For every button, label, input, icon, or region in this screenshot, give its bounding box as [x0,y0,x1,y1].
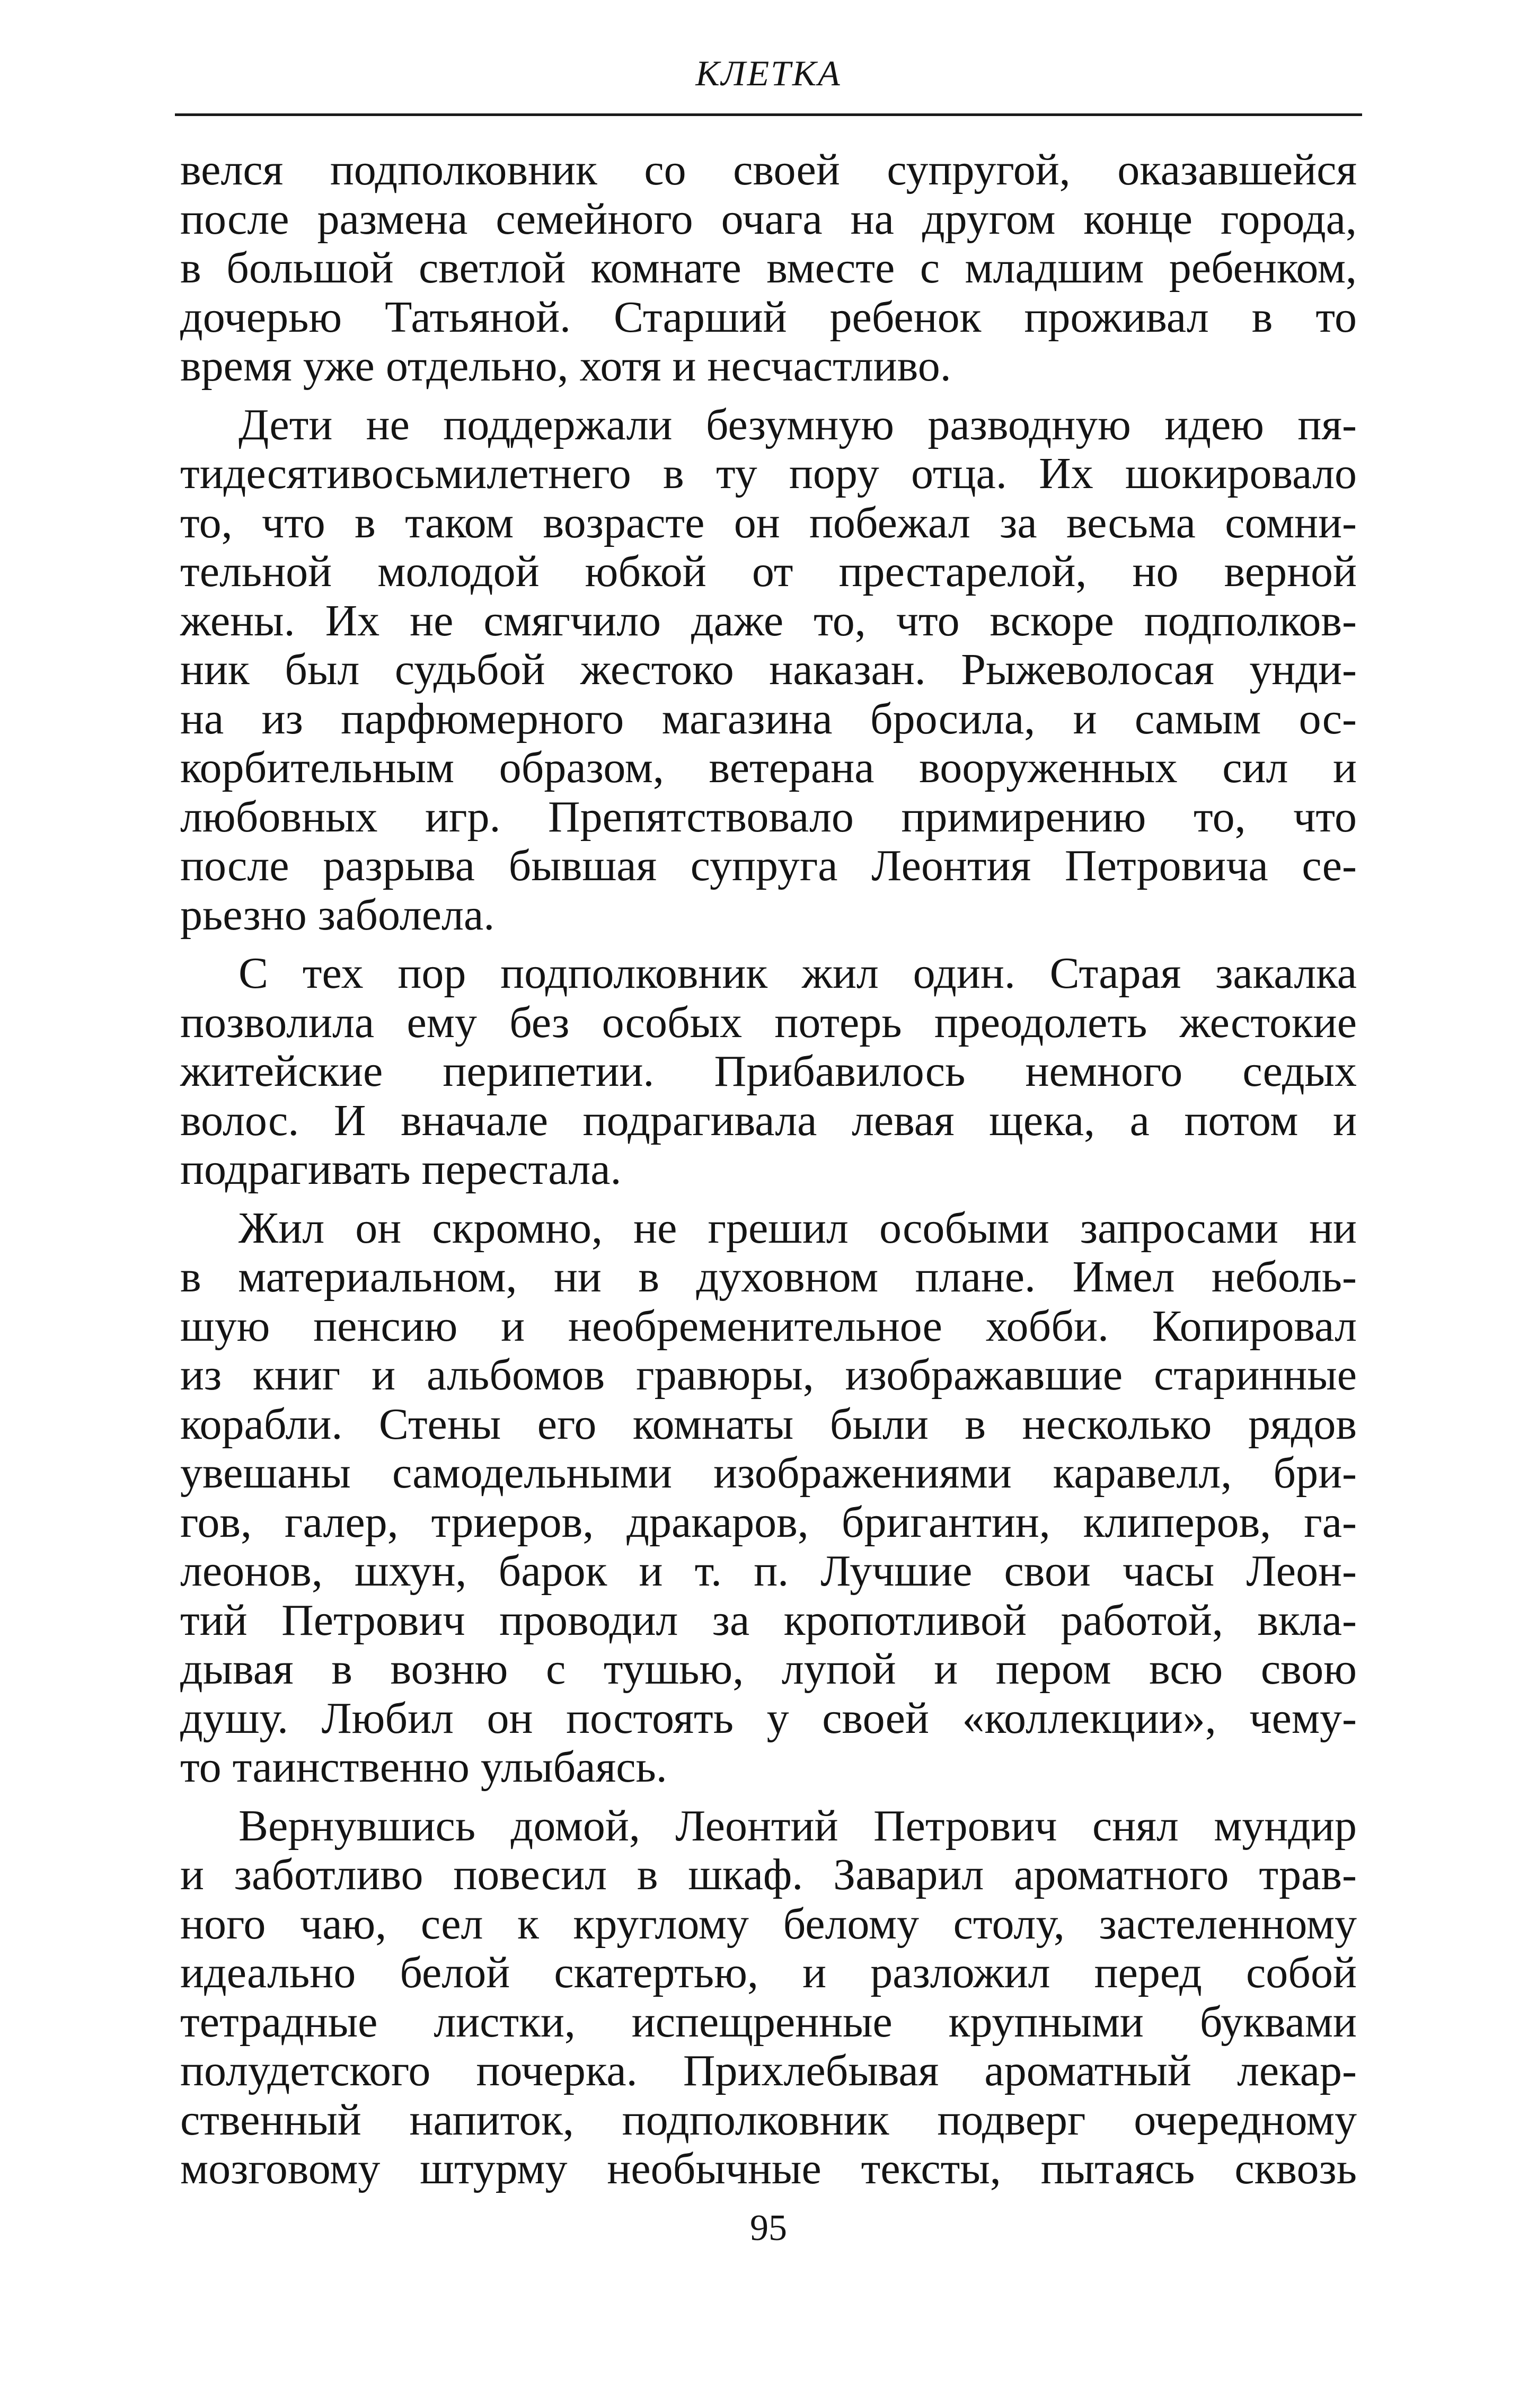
text-line: ного чаю, сел к круглому белому столу, застеленному [180,1899,1357,1949]
paragraph-2 [180,401,1357,940]
text-line: гов, галер, триеров, дракаров, бригантин, клиперов, га- [180,1497,1357,1547]
text-line: леонов, шхун, барок и т. п. Лучшие свои часы Леон- [180,1546,1357,1596]
text-line: С тех пор подполковник жил один. Старая закалка [238,949,1357,998]
running-title: КЛЕТКА [695,53,842,93]
text-line: волос. И вначале подрагивала левая щека, а потом и [180,1095,1357,1145]
text-line: в большой светлой комнате вместе с младшим ребенком, [180,243,1357,293]
text-line: на из парфюмерного магазина бросила, и самым ос- [180,694,1357,743]
text-line: мозговому штурму необычные тексты, пытаясь сквозь [180,2144,1357,2193]
paragraph-4 [180,1204,1357,1792]
text-line: тий Петрович проводил за кропотливой работой, вкла- [180,1595,1357,1645]
text-line: корбительным образом, ветерана вооруженных сил и [180,743,1357,792]
text-line: в материальном, ни в духовном плане. Имел неболь- [180,1252,1357,1302]
text-line: велся подполковник со своей супругой, оказавшейся [180,145,1357,194]
text-line: тельной молодой юбкой от престарелой, но верной [180,547,1357,596]
paragraph-3 [180,949,1357,1194]
text-line: Жил он скромно, не грешил особыми запросами ни [238,1203,1357,1253]
header-rule [175,113,1362,116]
text-line: подрагивать перестала. [180,1145,622,1194]
paragraph-5 [180,1802,1357,2194]
text-line: Вернувшись домой, Леонтий Петрович снял мундир [238,1801,1357,1851]
text-line: ственный напиток, подполковник подверг очередному [180,2095,1357,2145]
page-body [180,146,1357,2203]
text-line: после разрыва бывшая супруга Леонтия Петровича се- [180,841,1357,890]
text-line: любовных игр. Препятствовало примирению то, что [180,792,1357,842]
paragraph-1 [180,146,1357,391]
text-line: после размена семейного очага на другом конце города, [180,194,1357,244]
text-line: житейские перипетии. Прибавилось немного седых [180,1047,1357,1096]
text-line: жены. Их не смягчило даже то, что вскоре подполков- [180,596,1357,645]
text-line: время уже отдельно, хотя и несчастливо. [180,341,951,391]
text-line: полудетского почерка. Прихлебывая ароматный лекар- [180,2046,1357,2095]
text-line: дывая в возню с тушью, лупой и пером всю свою [180,1644,1357,1694]
text-line: рьезно заболела. [180,890,495,940]
text-line: то таинственно улыбаясь. [180,1742,667,1792]
text-line: идеально белой скатертью, и разложил перед собой [180,1948,1357,1997]
text-line: то, что в таком возрасте он побежал за весьма сомни- [180,498,1357,547]
text-line: душу. Любил он постоять у своей «коллекции», чему- [180,1693,1357,1743]
text-line: ник был судьбой жестоко наказан. Рыжеволосая унди- [180,645,1357,694]
text-line: увешаны самодельными изображениями каравелл, бри- [180,1448,1357,1498]
text-line: позволила ему без особых потерь преодолеть жестокие [180,997,1357,1047]
text-line: тидесятивосьмилетнего в ту пору отца. Их шокировало [180,449,1357,498]
text-line: и заботливо повесил в шкаф. Заварил ароматного трав- [180,1850,1357,1899]
text-line: шую пенсию и необременительное хобби. Копировал [180,1301,1357,1351]
text-line: корабли. Стены его комнаты были в несколько рядов [180,1399,1357,1449]
text-line: из книг и альбомов гравюры, изображавшие старинные [180,1350,1357,1400]
text-line: Дети не поддержали безумную разводную идею пя- [238,400,1357,449]
text-line: тетрадные листки, испещренные крупными буквами [180,1997,1357,2047]
text-line: дочерью Татьяной. Старший ребенок проживал в то [180,292,1357,342]
page-number: 95 [750,2208,787,2248]
